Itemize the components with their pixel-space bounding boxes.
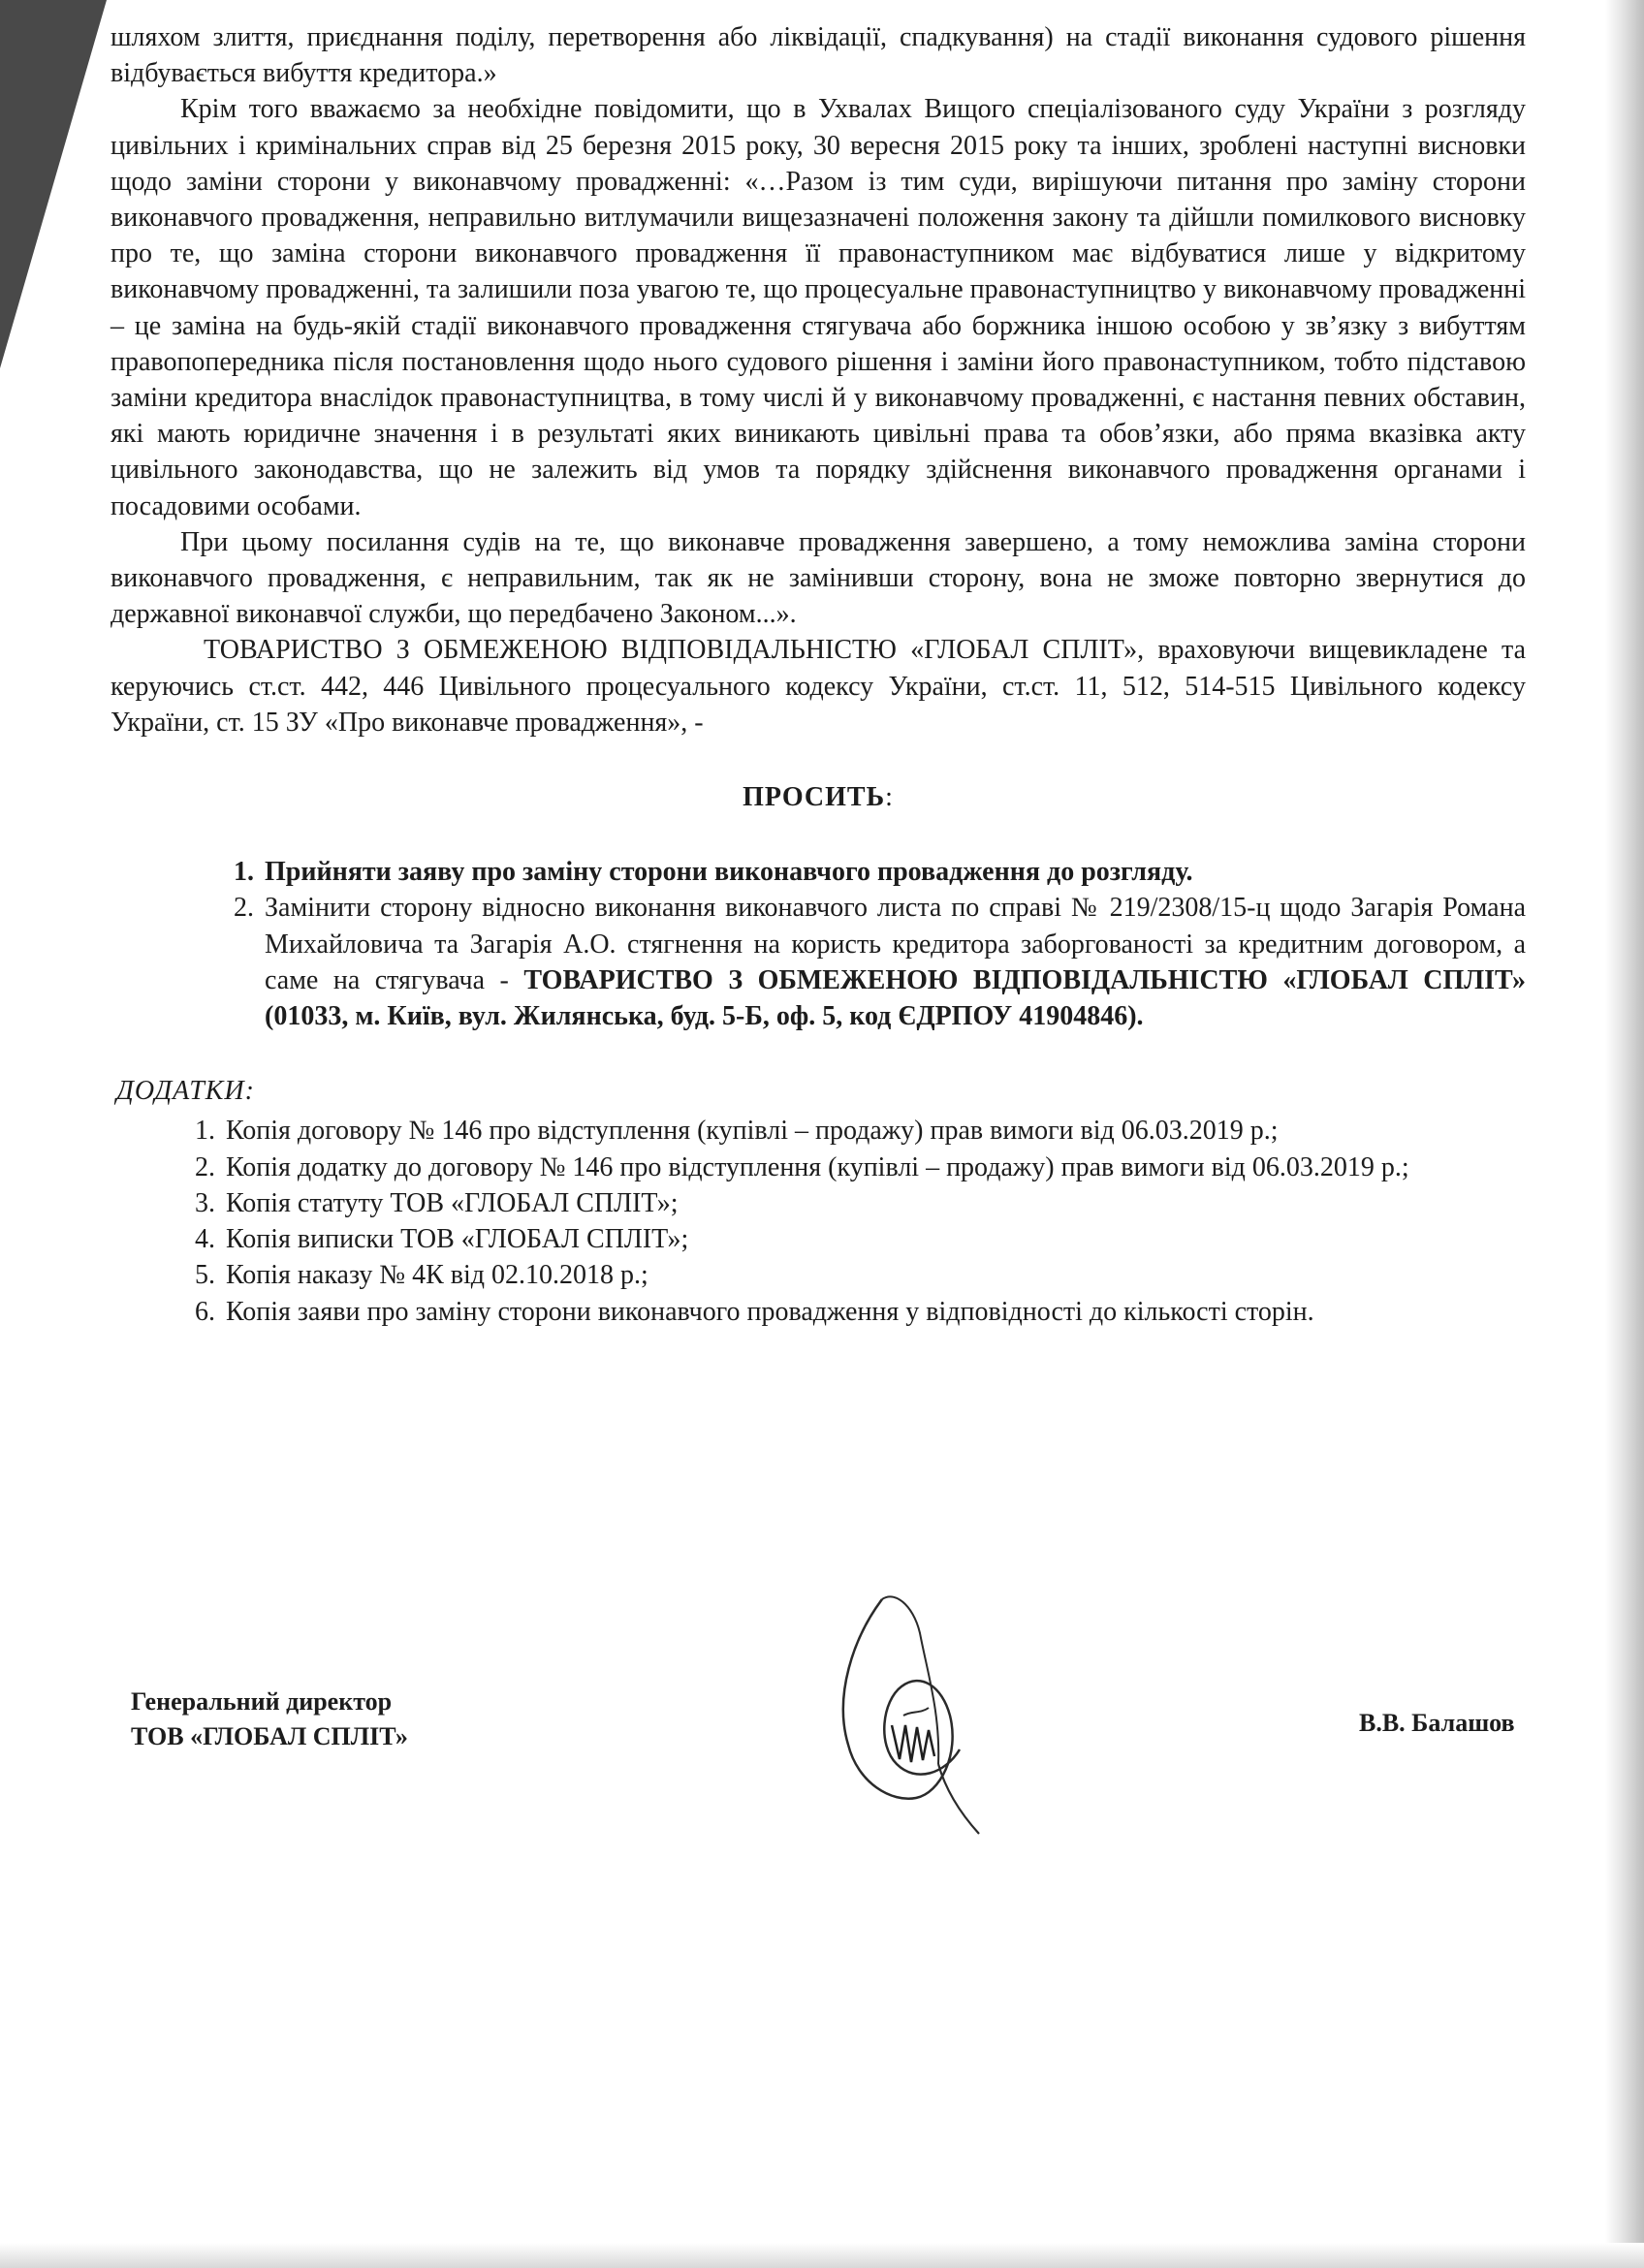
document-page [111, 19, 1526, 1330]
signer-company: ТОВ «ГЛОБАЛ СПЛІТ» [131, 1722, 408, 1750]
attachment-item: 4. Копія виписки ТОВ «ГЛОБАЛ СПЛІТ»; [222, 1221, 1526, 1257]
attachment-item: 6. Копія заяви про заміну сторони виконавчого провадження у відповідності до кількості сторін. [222, 1294, 1526, 1330]
request-list [111, 854, 1526, 1034]
section-heading-request [111, 779, 1526, 815]
signer-name: В.В. Балашов [1359, 1709, 1515, 1737]
heading-colon: : [885, 782, 894, 813]
paragraph-continuation: шляхом злиття, приєднання поділу, перетворення або ліквідації, спадкування) на стадії виконання судового рішення відбувається вибуття кредитора.» [111, 22, 1526, 89]
attachments-list [111, 1113, 1526, 1329]
heading-text: ПРОСИТЬ [743, 782, 886, 813]
paragraph-court-references: При цьому посилання судів на те, що виконавче провадження завершено, а тому неможлива заміна сторони виконавчого провадження, є неправильним, так як не замінивши сторону, вона не зможе повторно звернутися до державної виконавчої служби, що передбачено Законом...». [111, 526, 1526, 630]
scan-right-edge [1605, 0, 1644, 2268]
paragraph-court-rulings: Крім того вважаємо за необхідне повідомити, що в Ухвалах Вищого спеціалізованого суду України з розгляду цивільних і кримінальних справ від 25 березня 2015 року, 30 вересня 2015 року та інших, зроблені наступні висновки щодо заміни сторони у виконавчому провадженні: «…Разом із тим суди, вирішуючи питання про заміну сторони виконавчого провадження, неправильно витлумачили вищезазначені положення закону та дійшли помилкового висновку про те, що заміна сторони виконавчого провадження її правонаступником має відбуватися лише у відкритому виконавчому провадженні, та залишили поза увагою те, що процесуальне правонаступництво у виконавчому провадженні – це заміна на будь-якій стадії виконавчого провадження стягувача або боржника іншою особою у зв’язку з вибуттям правопопередника після постановлення щодо нього судового рішення і заміни його правонаступником, тобто підставою заміни кредитора внаслідок правонаступництва, в тому числі й у виконавчому провадженні, є настання певних обставин, які мають юридичне значення і в результаті яких виникають цивільні права та обов’язки, або пряма вказівка акту цивільного законодавства, що не залежить від умов та порядку здійснення виконавчого провадження органами і посадовими особами. [111, 94, 1526, 521]
attachment-item: 1. Копія договору № 146 про відступлення (купівлі – продажу) прав вимоги від 06.03.2019 р.; [222, 1113, 1526, 1149]
request-item-2-text: Замінити сторону відносно виконання виконавчого листа по справі № 219/2308/15-ц щодо Загарія Романа Михайловича та Загарія А.О. стягнення на користь кредитора заборгованості за кредитним договором, а саме на стягувача - [265, 893, 1526, 995]
request-item-1: 1. Прийняти заяву про заміну сторони виконавчого провадження до розгляду. [261, 854, 1526, 890]
attachments-title: ДОДАТКИ: [116, 1076, 255, 1107]
scan-bottom-edge [0, 2243, 1644, 2268]
attachment-item: 5. Копія наказу № 4К від 02.10.2018 р.; [222, 1257, 1526, 1293]
signer-position: Генеральний директор [131, 1687, 393, 1716]
attachment-item: 2. Копія додатку до договору № 146 про відступлення (купівлі – продажу) прав вимоги від 06.03.2019 р.; [222, 1150, 1526, 1185]
request-item-2 [261, 890, 1526, 1034]
signature-block [131, 1685, 408, 1754]
attachment-item: 3. Копія статуту ТОВ «ГЛОБАЛ СПЛІТ»; [222, 1185, 1526, 1221]
request-item-2-bold: ТОВАРИСТВО З ОБМЕЖЕНОЮ ВІДПОВІДАЛЬНІСТЮ «ГЛОБАЛ СПЛІТ» (01033, м. Київ, вул. Жилянська, буд. 5-Б, оф. 5, код ЄДРПОУ 41904846). [265, 964, 1527, 1032]
scan-corner-shadow [0, 0, 107, 368]
handwritten-signature [824, 1580, 989, 1851]
paragraph-company-basis: ТОВАРИСТВО З ОБМЕЖЕНОЮ ВІДПОВІДАЛЬНІСТЮ «ГЛОБАЛ СПЛІТ», враховуючи вищевикладене та керуючись ст.ст. 442, 446 Цивільного процесуального кодексу України, ст.ст. 11, 512, 514-515 Цивільного кодексу України, ст. 15 ЗУ «Про виконавче провадження», - [111, 635, 1526, 738]
